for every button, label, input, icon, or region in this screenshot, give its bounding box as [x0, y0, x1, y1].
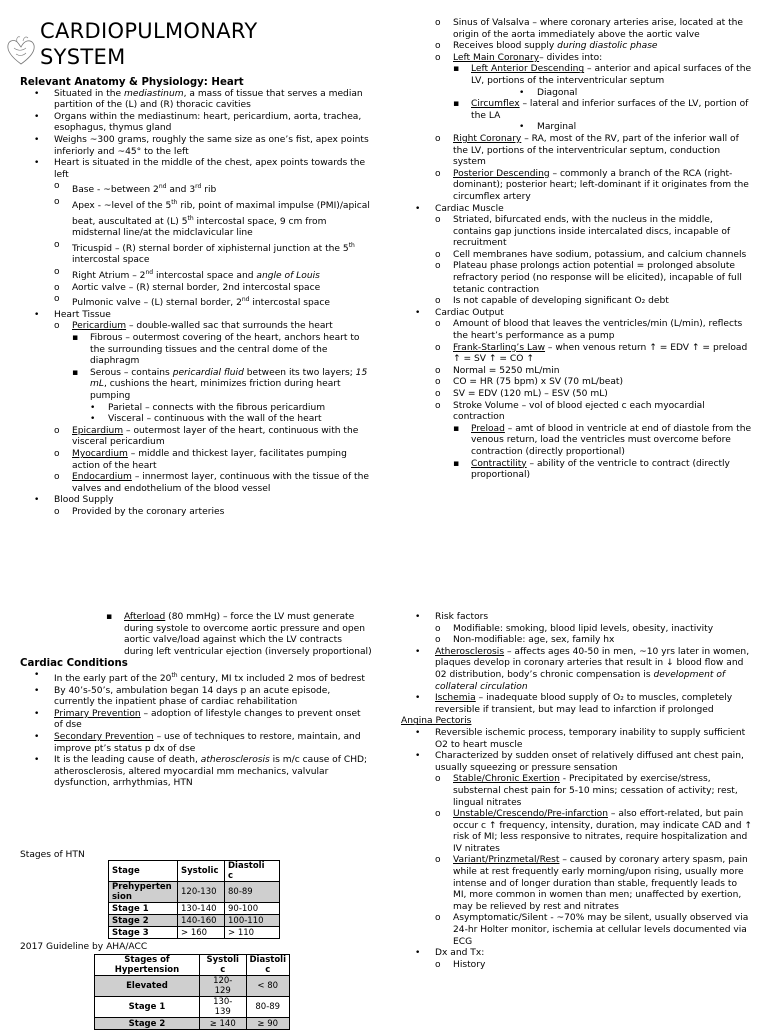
list-item: • Heart is situated in the middle of the chest, apex points towards the left	[34, 158, 366, 180]
list-item: • Blood Supply	[34, 495, 114, 506]
table-cell: Prehyperten sion	[109, 882, 178, 903]
list-item: • Cardiac Muscle	[415, 203, 504, 214]
list-item: • Parietal – connects with the fibrous pericardium	[90, 402, 326, 413]
table-cell: 120-130	[178, 882, 225, 903]
heading-conditions: Cardiac Conditions	[20, 658, 128, 670]
table-cell: ≥ 140	[199, 1018, 246, 1030]
table-cell: > 160	[178, 927, 225, 939]
title-line-1: CARDIOPULMONARY	[40, 19, 258, 43]
list-item: • Risk factors	[415, 612, 489, 622]
right-column-2	[401, 612, 753, 971]
list-item: o History	[435, 959, 486, 970]
list-item: • Visceral – continuous with the wall of the heart	[90, 414, 322, 425]
list-item: • It is the leading cause of death, atherosclerosis is m/c cause of CHD; atherosclerosis, altered myocardial mm mechanics, valvular dysfunction, arrhythmias, HTN	[34, 755, 368, 789]
list-item: o Is not capable of developing significant O₂ debt	[435, 296, 669, 307]
list-item: o Myocardium – middle and thickest layer, facilitates pumping action of the heart	[54, 449, 347, 471]
table-header: Stage	[109, 861, 178, 882]
list-item: o Non-modifiable: age, sex, family hx	[435, 635, 615, 646]
table-cell: Stage 2	[95, 1018, 200, 1030]
list-item: • Organs within the mediastinum: heart, pericardium, aorta, trachea, esophagus, thymus gland	[34, 111, 362, 134]
list-item: • Heart Tissue	[34, 309, 111, 320]
table-row	[95, 976, 290, 997]
list-item: o CO = HR (75 bpm) x SV (70 mL/beat)	[435, 377, 624, 388]
table-cell: Elevated	[95, 976, 200, 997]
heading-anatomy: Relevant Anatomy & Physiology: Heart	[20, 77, 244, 88]
table-cell: 90-100	[225, 903, 280, 915]
list-item: o Pulmonic valve – (L) sternal border, 2nd intercostal space	[54, 294, 330, 309]
list-item: ▪ Left Anterior Descending – anterior and apical surfaces of the LV, portions of the interventricular septum	[453, 64, 752, 86]
list-item: ▪ Contractility – ability of the ventricle to contract (directly proportional)	[453, 458, 730, 481]
list-item: o Right Atrium – 2nd intercostal space and angle of Louis	[54, 267, 320, 282]
right-column-1	[401, 18, 753, 482]
list-item: ▪ Serous – contains pericardial fluid between its two layers; 15 mL, cushions the heart, minimizes friction during heart pumping	[72, 367, 368, 402]
table-cell: > 110	[225, 927, 280, 939]
list-item: • Weighs ~300 grams, roughly the same size as one’s fist, apex points inferiorly and ~45° to the left	[34, 134, 369, 157]
table-cell: 140-160	[178, 915, 225, 927]
aha-table	[94, 954, 290, 1030]
table-row	[109, 882, 280, 903]
list-item: ▪ Fibrous – outermost covering of the heart, anchors heart to the surrounding tissues and the central dome of the diaphragm	[72, 333, 360, 367]
list-item: o Left Main Coronary– divides into:	[435, 52, 603, 63]
list-item: • By 40’s-50’s, ambulation began 14 days p an acute episode, currently the inpatient phase of cardiac rehabilitation	[34, 685, 331, 708]
left-column-2	[20, 612, 372, 790]
htn-caption: Stages of HTN	[20, 850, 85, 860]
table-cell: ≥ 90	[246, 1018, 290, 1030]
table-cell: 130- 139	[199, 997, 246, 1018]
list-item: o Right Coronary – RA, most of the RV, part of the inferior wall of the LV, portions of the interventricular septum, conduction system	[435, 133, 739, 168]
list-item: o Striated, bifurcated ends, with the nucleus in the middle, contains gap junctions inside intercalated discs, incapable of recruitment	[435, 215, 731, 249]
list-item: ▪ Afterload (80 mmHg) – force the LV must generate during systole to overcome aortic pressure and open aortic valve/load against which the LV contracts during left ventricular ejection (inversely proportional)	[106, 612, 372, 657]
table-cell: Stage 3	[109, 927, 178, 939]
table-cell: 130-140	[178, 903, 225, 915]
list-item: • Primary Prevention – adoption of lifestyle changes to prevent onset of dse	[34, 708, 361, 731]
list-item: o Normal = 5250 mL/min	[435, 365, 560, 376]
list-item: • Cardiac Output	[415, 307, 504, 318]
list-item: ▪ Circumflex – lateral and inferior surfaces of the LV, portion of the LA	[453, 99, 749, 121]
heart-icon	[4, 34, 38, 68]
table-cell: 100-110	[225, 915, 280, 927]
htn-table	[108, 860, 280, 939]
list-item: o Frank-Starling’s Law – when venous return ↑ = EDV ↑ = preload ↑ = SV ↑ = CO ↑	[435, 342, 748, 365]
table-cell: 80-89	[225, 882, 280, 903]
table-cell: < 80	[246, 976, 290, 997]
table-header: Diastoli c	[225, 861, 280, 882]
list-item: o Endocardium – innermost layer, continuous with the tissue of the valves and endothelium of the blood vessel	[54, 472, 369, 494]
list-item: • Diagonal	[519, 87, 578, 98]
list-item: o Variant/Prinzmetal/Rest – caused by coronary artery spasm, pain while at rest frequently early morning/upon rising, usually more intense and of longer duration than stable, frequently leads to MI, more common in women than men; unaffected by exertion, may be relieved by rest and nitrates	[435, 855, 748, 912]
page-title	[40, 18, 258, 70]
list-item: • Dx and Tx:	[415, 948, 485, 959]
list-item: o Apex - ~level of the 5th rib, point of maximal impulse (PMI)/apical beat, auscultated at (L) 5th intercostal space, 9 cm from midsternal line/at the midclavicular line	[54, 196, 370, 239]
list-item: o Epicardium – outermost layer of the heart, continuous with the visceral pericardium	[54, 425, 359, 448]
table-header: Diastoli c	[246, 955, 290, 976]
list-item: • Characterized by sudden onset of relatively diffused ant chest pain, usually squeezing or pressure sensation	[415, 751, 744, 773]
table-cell: Stage 2	[109, 915, 178, 927]
table-header: Stages of Hypertension	[95, 955, 200, 976]
table-row	[95, 997, 290, 1018]
list-item: o Tricuspid – (R) sternal border of xiphisternal junction at the 5th intercostal space	[54, 239, 355, 266]
table-cell: Stage 1	[95, 997, 200, 1018]
table-cell: 120- 129	[199, 976, 246, 997]
page-gap	[0, 580, 768, 600]
table-row	[109, 927, 280, 939]
aha-caption: 2017 Guideline by AHA/ACC	[20, 942, 148, 952]
table-row	[109, 903, 280, 915]
list-item: • Atherosclerosis – affects ages 40-50 in men, ~10 yrs later in women, plaques develop in coronary arteries that result in ↓ blood flow and 02 distribution, body’s chronic compensation is development of collateral circulation	[415, 646, 750, 692]
title-line-2: SYSTEM	[40, 45, 126, 69]
list-item: • Marginal	[519, 122, 577, 133]
list-item: • Situated in the mediastinum, a mass of tissue that serves a median partition of the (L) and (R) thoracic cavities	[34, 88, 363, 111]
list-item: • In the early part of the 20th century, MI tx included 2 mos of bedrest	[34, 669, 365, 684]
list-item: o Stable/Chronic Exertion - Precipitated by exercise/stress, substernal chest pain for 5-10 mins; cessation of activity; rest, lingual nitrates	[435, 774, 738, 808]
list-item: o Base - ~between 2nd and 3rd rib	[54, 181, 217, 196]
list-item: • Secondary Prevention – use of techniques to restore, maintain, and improve pt’s status p dx of dse	[34, 731, 361, 754]
table-cell: Stage 1	[109, 903, 178, 915]
table-cell: 80-89	[246, 997, 290, 1018]
list-item: o Plateau phase prolongs action potential = prolonged absolute refractory period (no response will be elicited), incapable of full tetanic contraction	[435, 261, 742, 295]
list-item: o Cell membranes have sodium, potassium, and calcium channels	[435, 249, 747, 260]
list-item: o Receives blood supply during diastolic phase	[435, 41, 658, 52]
list-item: ▪ Preload – amt of blood in ventricle at end of diastole from the venous return, load the ventricles must overcome before contraction (directly proportional)	[453, 423, 752, 457]
table-row	[109, 915, 280, 927]
list-item: o SV = EDV (120 mL) – ESV (50 mL)	[435, 389, 608, 399]
list-item: o Sinus of Valsalva – where coronary arteries arise, located at the origin of the aorta immediately above the aortic valve	[435, 18, 744, 40]
list-item: o Amount of blood that leaves the ventricles/min (L/min), reflects the heart’s performance as a pump	[435, 319, 743, 342]
page-2	[0, 600, 768, 1029]
list-item: o Provided by the coronary arteries	[54, 506, 225, 517]
list-item: o Unstable/Crescendo/Pre-infarction – also effort-related, but pain occur c ↑ frequency, intensity, duration, may indicate CAD and ↑ risk of MI; less responsive to nitrates, require hospitalization and IV nitrates	[435, 809, 753, 854]
list-item: o Asymptomatic/Silent - ~70% may be silent, usually observed via 24-hr Holter monitor, ischemia at cellular levels documented via ECG	[435, 913, 749, 947]
list-item: • Ischemia – inadequate blood supply of O₂ to muscles, completely reversible if transient, but may lead to infarction if prolonged	[415, 693, 733, 715]
table-header: Systolic	[178, 861, 225, 882]
angina-heading: Angina Pectoris	[401, 716, 472, 727]
table-header: Systoli c	[199, 955, 246, 976]
left-column-1	[20, 77, 372, 519]
list-item: o Modifiable: smoking, blood lipid levels, obesity, inactivity	[435, 623, 714, 634]
list-item: o Aortic valve – (R) sternal border, 2nd intercostal space	[54, 282, 321, 293]
list-item: o Posterior Descending – commonly a branch of the RCA (right-dominant); posterior heart; left-dominant if it originates from the circumflex artery	[435, 168, 749, 202]
list-item: • Reversible ischemic process, temporary inability to supply sufficient O2 to heart muscle	[415, 727, 746, 750]
list-item: o Stroke Volume – vol of blood ejected c each myocardial contraction	[435, 400, 705, 423]
list-item: o Pericardium – double-walled sac that surrounds the heart	[54, 321, 333, 332]
